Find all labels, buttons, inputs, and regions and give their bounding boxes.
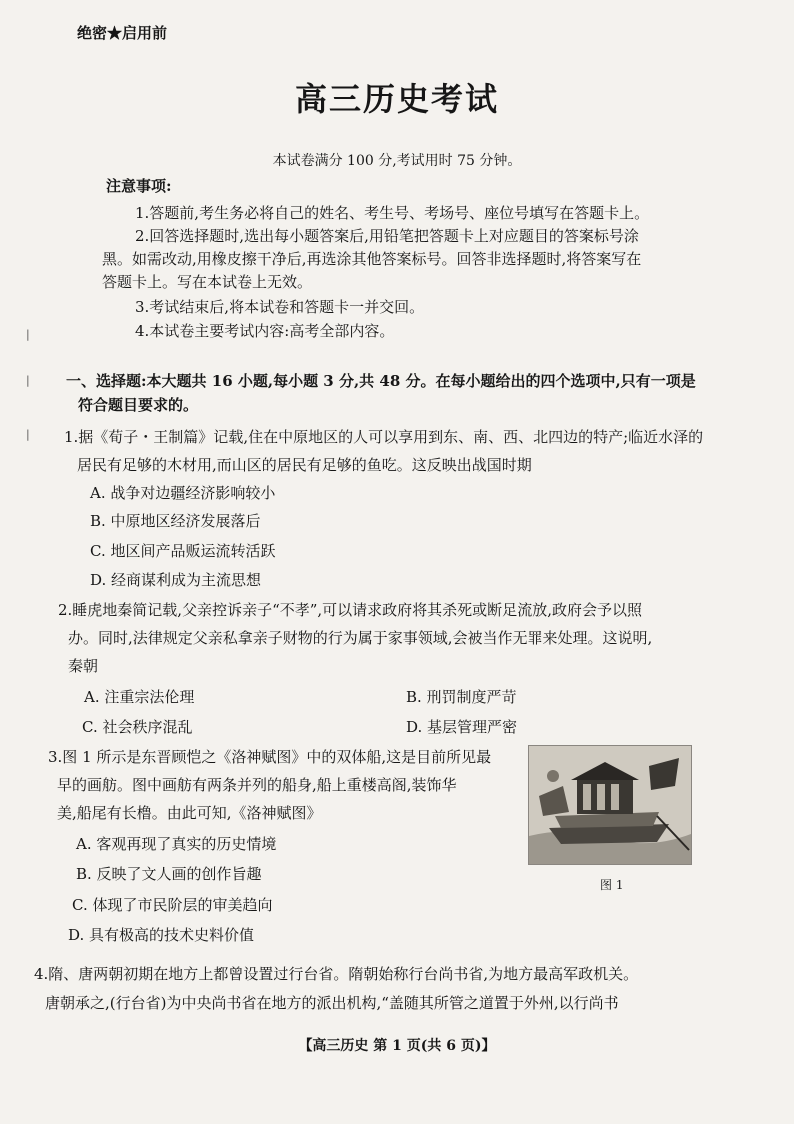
notice-heading: 注意事项: — [106, 177, 172, 195]
question-stem: 办。同时,法律规定父亲私拿亲子财物的行为属于家事领域,会被当作无罪来处理。这说明, — [68, 629, 653, 647]
notice-line: 3.考试结束后,将本试卷和答题卡一并交回。 — [135, 298, 425, 316]
option-b: B. 反映了文人画的创作旨趣 — [76, 865, 262, 883]
notice-line: 1.答题前,考生务必将自己的姓名、考生号、考场号、座位号填写在答题卡上。 — [135, 204, 650, 222]
question-stem: 秦朝 — [68, 657, 99, 675]
secret-label: 绝密★启用前 — [77, 24, 168, 42]
option-c: C. 地区间产品贩运流转活跃 — [90, 542, 276, 560]
painting-figure — [528, 745, 692, 865]
option-a: A. 战争对边疆经济影响较小 — [90, 484, 276, 502]
margin-mark: | — [26, 428, 30, 441]
notice-line: 黑。如需改动,用橡皮擦干净后,再选涂其他答案标号。回答非选择题时,将答案写在 — [102, 250, 642, 268]
option-d: D. 经商谋利成为主流思想 — [90, 571, 262, 589]
notice-line: 答题卡上。写在本试卷上无效。 — [102, 273, 313, 291]
option-c: C. 体现了市民阶层的审美趋向 — [72, 896, 273, 914]
option-c: C. 社会秩序混乱 — [82, 718, 193, 736]
margin-mark: | — [26, 328, 30, 341]
question-stem: 2.睡虎地秦简记载,父亲控诉亲子“不孝”,可以请求政府将其杀死或断足流放,政府会予以照 — [58, 601, 642, 619]
boat-illustration — [529, 746, 691, 864]
question-stem: 1.据《荀子・王制篇》记载,住在中原地区的人可以享用到东、南、西、北四边的特产;临近水泽的 — [64, 428, 704, 446]
option-a: A. 注重宗法伦理 — [84, 688, 195, 706]
section-heading: 一、选择题:本大题共 16 小题,每小题 3 分,共 48 分。在每小题给出的四个选项中,只有一项是 — [66, 372, 696, 390]
question-stem: 4.隋、唐两朝初期在地方上都曾设置过行台省。隋朝始称行台尚书省,为地方最高军政机关。 — [34, 965, 639, 983]
question-stem: 居民有足够的木材用,而山区的居民有足够的鱼吃。这反映出战国时期 — [77, 456, 532, 474]
figure-caption: 图 1 — [600, 878, 624, 892]
section-heading: 符合题目要求的。 — [78, 396, 199, 414]
page-footer: 【高三历史 第 1 页(共 6 页)】 — [298, 1038, 496, 1054]
option-b: B. 中原地区经济发展落后 — [90, 512, 261, 530]
option-b: B. 刑罚制度严苛 — [406, 688, 517, 706]
option-d: D. 基层管理严密 — [406, 718, 518, 736]
option-a: A. 客观再现了真实的历史情境 — [76, 835, 277, 853]
option-d: D. 具有极高的技术史料价值 — [68, 926, 255, 944]
page-title: 高三历史考试 — [294, 80, 499, 118]
notice-line: 4.本试卷主要考试内容:高考全部内容。 — [135, 322, 395, 340]
question-stem: 唐朝承之,(行台省)为中央尚书省在地方的派出机构,“盖随其所管之道置于外州,以行尚书 — [45, 994, 619, 1012]
question-stem: 早的画舫。图中画舫有两条并列的船身,船上重楼高阁,装饰华 — [57, 776, 457, 794]
margin-mark: | — [26, 374, 30, 387]
question-stem: 美,船尾有长橹。由此可知,《洛神赋图》 — [57, 804, 322, 822]
exam-intro: 本试卷满分 100 分,考试用时 75 分钟。 — [272, 153, 522, 169]
question-stem: 3.图 1 所示是东晋顾恺之《洛神赋图》中的双体船,这是目前所见最 — [48, 748, 492, 766]
notice-line: 2.回答选择题时,选出每小题答案后,用铅笔把答题卡上对应题目的答案标号涂 — [135, 227, 639, 245]
